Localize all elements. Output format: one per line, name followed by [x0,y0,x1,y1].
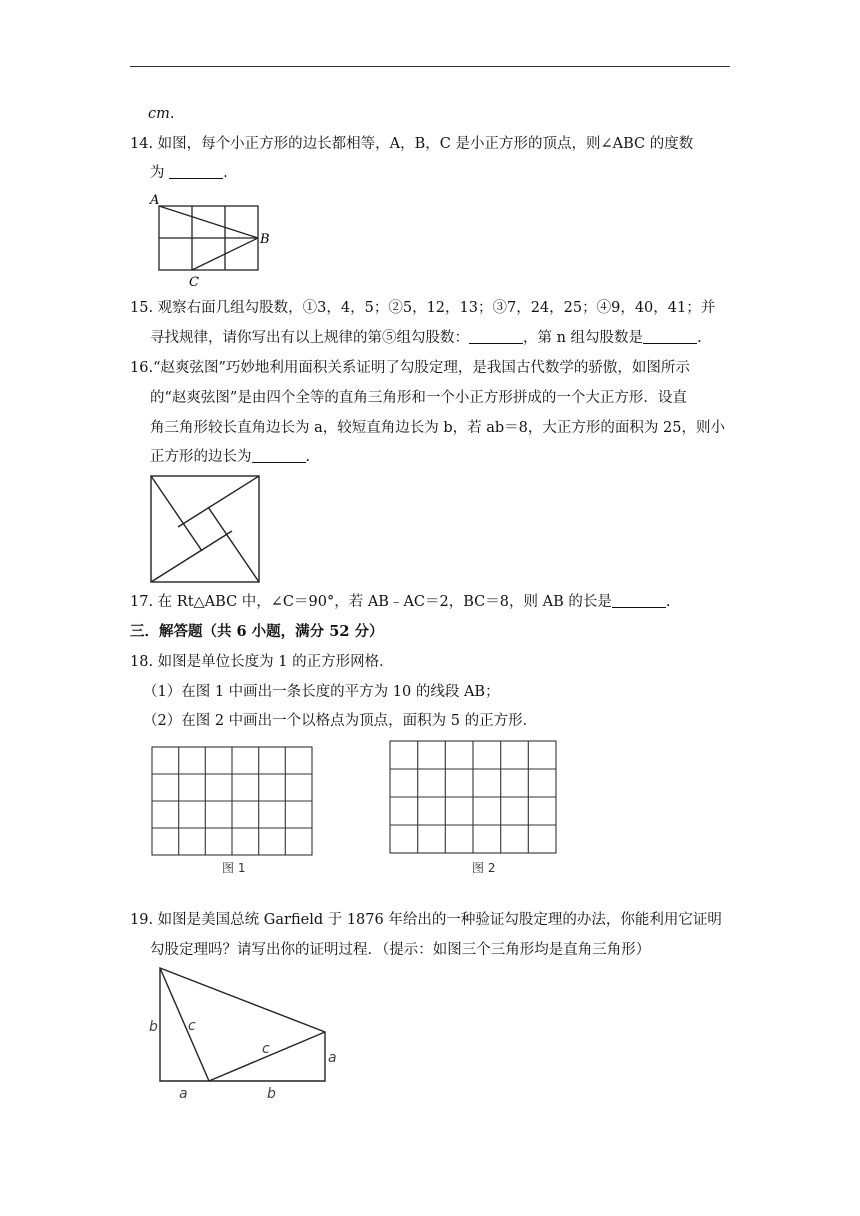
q16-line2: 的“赵爽弦图”是由四个全等的直角三角形和一个小正方形拼成的一个大正方形．设直 [150,390,687,406]
q16-line4: 正方形的边长为 . [150,449,311,465]
q16-answer-blank[interactable] [252,448,306,463]
q18-grid-figure-1 [150,745,316,875]
q14-label-c: C [189,275,199,290]
q18-sub2: （2）在图 2 中画出一个以格点为顶点，面积为 5 的正方形． [143,713,538,729]
q18-grid-figure-2 [388,739,560,875]
q18-sub1: （1）在图 1 中画出一条长度的平方为 10 的线段 AB； [143,684,500,700]
garfield-label-a-bottom: a [179,1086,188,1102]
q14-label-b: B [260,232,270,247]
q15-line2: 寻找规律，请你写出有以上规律的第⑤组勾股数： ，第 n 组勾股数是 . [150,330,702,346]
header-rule [130,66,730,67]
q14-line2: 为 . [150,165,228,181]
fig1-caption: 图 1 [222,861,246,875]
garfield-label-b-bottom: b [267,1086,276,1102]
q15-line1: 15. 观察右面几组勾股数，①3，4，5；②5，12，13；③7，24，25；④9，40，41；并 [130,300,716,316]
q14-grid-figure [148,190,278,290]
garfield-label-c-mid: c [262,1041,270,1057]
q15-answer-blank-1[interactable] [469,329,523,344]
q16-line3: 角三角形较长直角边长为 a，较短直角边长为 b，若 ab＝8，大正方形的面积为 25，则小 [150,420,725,436]
garfield-label-b-left: b [149,1019,158,1035]
fig2-caption: 图 2 [472,861,496,875]
zhao-shuang-figure [150,474,262,584]
header-fragment: cm. [148,106,175,122]
garfield-label-c-left: c [188,1018,196,1034]
q15-answer-blank-2[interactable] [643,329,697,344]
q14-label-a: A [150,193,160,208]
q19-line2: 勾股定理吗？请写出你的证明过程．（提示：如图三个三角形均是直角三角形） [150,942,651,958]
q16-line1: 16.“赵爽弦图”巧妙地利用面积关系证明了勾股定理，是我国古代数学的骄傲，如图所示 [130,360,690,376]
garfield-label-a-right: a [328,1050,337,1066]
q17-line: 17. 在 Rt△ABC 中，∠C＝90°，若 AB﹣AC＝2，BC＝8，则 AB 的长是 . [130,594,671,610]
q18-line1: 18. 如图是单位长度为 1 的正方形网格． [130,654,394,670]
section-3-title: 三．解答题（共 6 小题，满分 52 分） [130,623,384,640]
q14-answer-blank[interactable] [169,164,223,179]
q14-line1: 14. 如图，每个小正方形的边长都相等，A，B，C 是小正方形的顶点，则∠ABC 的度数 [130,136,694,152]
q17-answer-blank[interactable] [612,593,666,608]
q19-line1: 19. 如图是美国总统 Garfield 于 1876 年给出的一种验证勾股定理的办法，你能利用它证明 [130,912,722,928]
garfield-trapezoid-figure [145,965,345,1105]
